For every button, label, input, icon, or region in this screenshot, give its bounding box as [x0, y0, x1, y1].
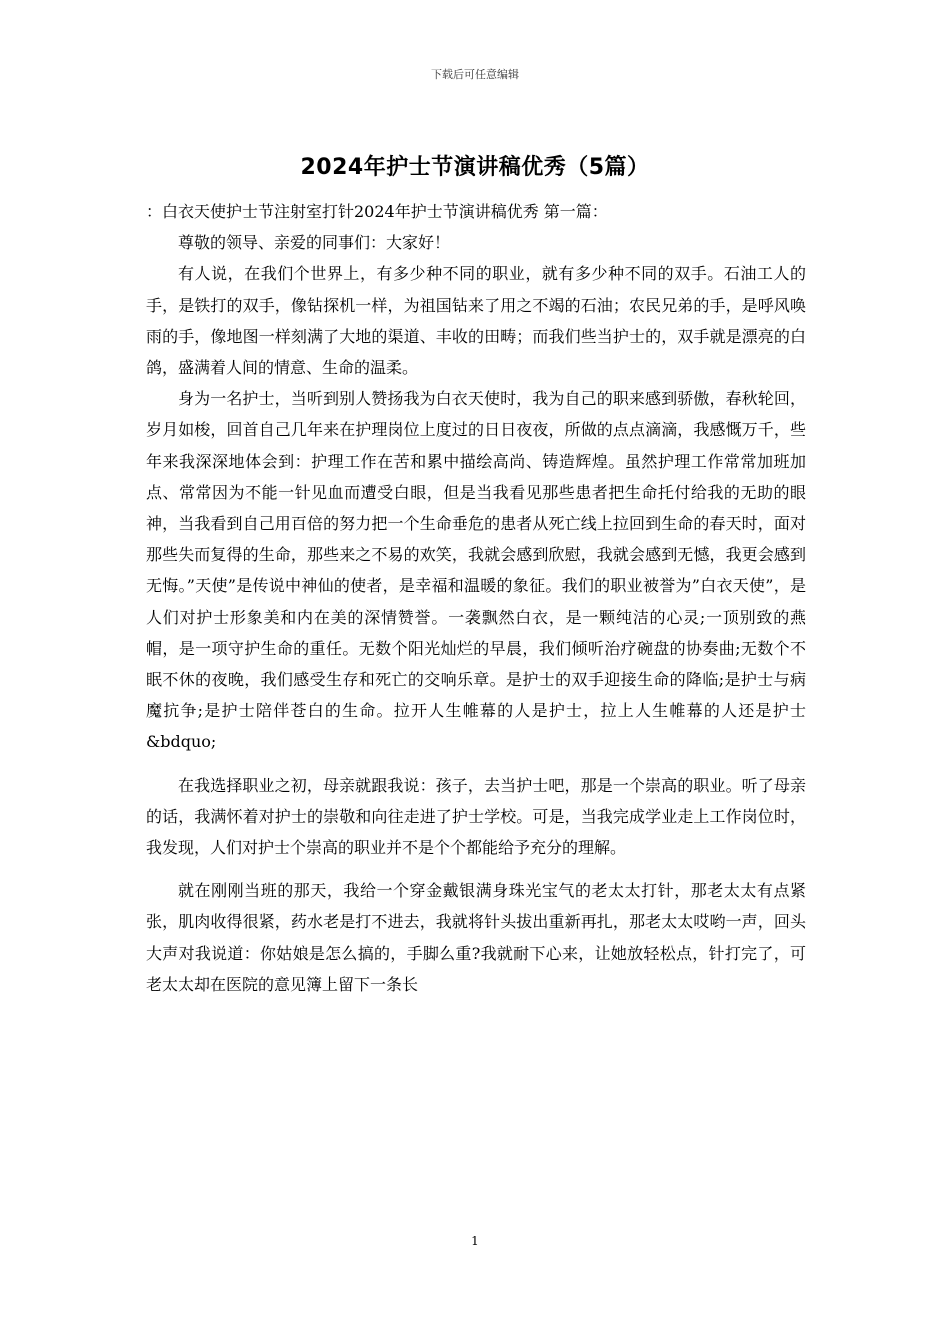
page-number: 1 — [471, 1234, 479, 1248]
paragraph-career-choice: 在我选择职业之初，母亲就跟我说：孩子，去当护士吧，那是一个崇高的职业。听了母亲的话，我满怀着对护士的崇敬和向往走进了护士学校。可是，当我完成学业走上工作岗位时，我发现，人们对护士个崇高的职业并不是个个都能给予充分的理解。 — [146, 775, 806, 858]
paragraph-hands: 有人说，在我们个世界上，有多少种不同的职业，就有多少种不同的双手。石油工人的手，是铁打的双手，像钻探机一样，为祖国钻来了用之不竭的石油；农民兄弟的手，是呼风唤雨的手，像地图一样刻满了大地的渠道、丰收的田畴；而我们些当护士的，双手就是漂亮的白鸽，盛满着人间的情意、生命的温柔。 — [146, 264, 806, 378]
intro-line: ：白衣天使护士节注射室打针2024年护士节演讲稿优秀 第一篇： — [146, 202, 608, 221]
paragraph-greeting: 尊敬的领导、亲爱的同事们：大家好！ — [178, 233, 451, 253]
document-title: 2024年护士节演讲稿优秀（5篇） — [300, 155, 650, 180]
document-body — [146, 196, 806, 1000]
paragraph-nurse-pride: 身为一名护士，当听到别人赞扬我为白衣天使时，我为自己的职来感到骄傲，春秋轮回，岁月如梭，回首自己几年来在护理岗位上度过的日日夜夜，所做的点点滴滴，我感慨万千，些年来我深深地体会到：护理工作在苦和累中描绘高尚、铸造辉煌。虽然护理工作常常加班加点、常常因为不能一针见血而遭受白眼，但是当我看见那些患者把生命托付给我的无助的眼神，当我看到自己用百倍的努力把一个生命垂危的患者从死亡线上拉回到生命的春天时，面对那些失而复得的生命，那些来之不易的欢笑，我就会感到欣慰，我就会感到无憾，我更会感到无悔。”天使”是传说中神仙的使者，是幸福和温暖的象征。我们的职业被誉为”白衣天使”，是人们对护士形象美和内在美的深情赞誉。一袭飘然白衣，是一颗纯洁的心灵;一顶别致的燕帽，是一项守护生命的重任。无数个阳光灿烂的早晨，我们倾听治疗碗盘的协奏曲;无数个不眠不休的夜晚，我们感受生存和死亡的交响乐章。是护士的双手迎接生命的降临;是护士与病魔抗争;是护士陪伴苍白的生命。拉开人生帷幕的人是护士，拉上人生帷幕的人还是护士&bdquo; — [146, 389, 806, 752]
paragraph-first-shift: 就在刚刚当班的那天，我给一个穿金戴银满身珠光宝气的老太太打针，那老太太有点紧张，肌肉收得很紧，药水老是打不进去，我就将针头拔出重新再扎，那老太太哎哟一声，回头大声对我说道：你姑娘是怎么搞的，手脚么重?我就耐下心来，让她放轻松点，针打完了，可老太太却在医院的意见簿上留下一条长 — [146, 881, 806, 994]
page-header: 下载后可任意编辑 — [431, 68, 519, 81]
